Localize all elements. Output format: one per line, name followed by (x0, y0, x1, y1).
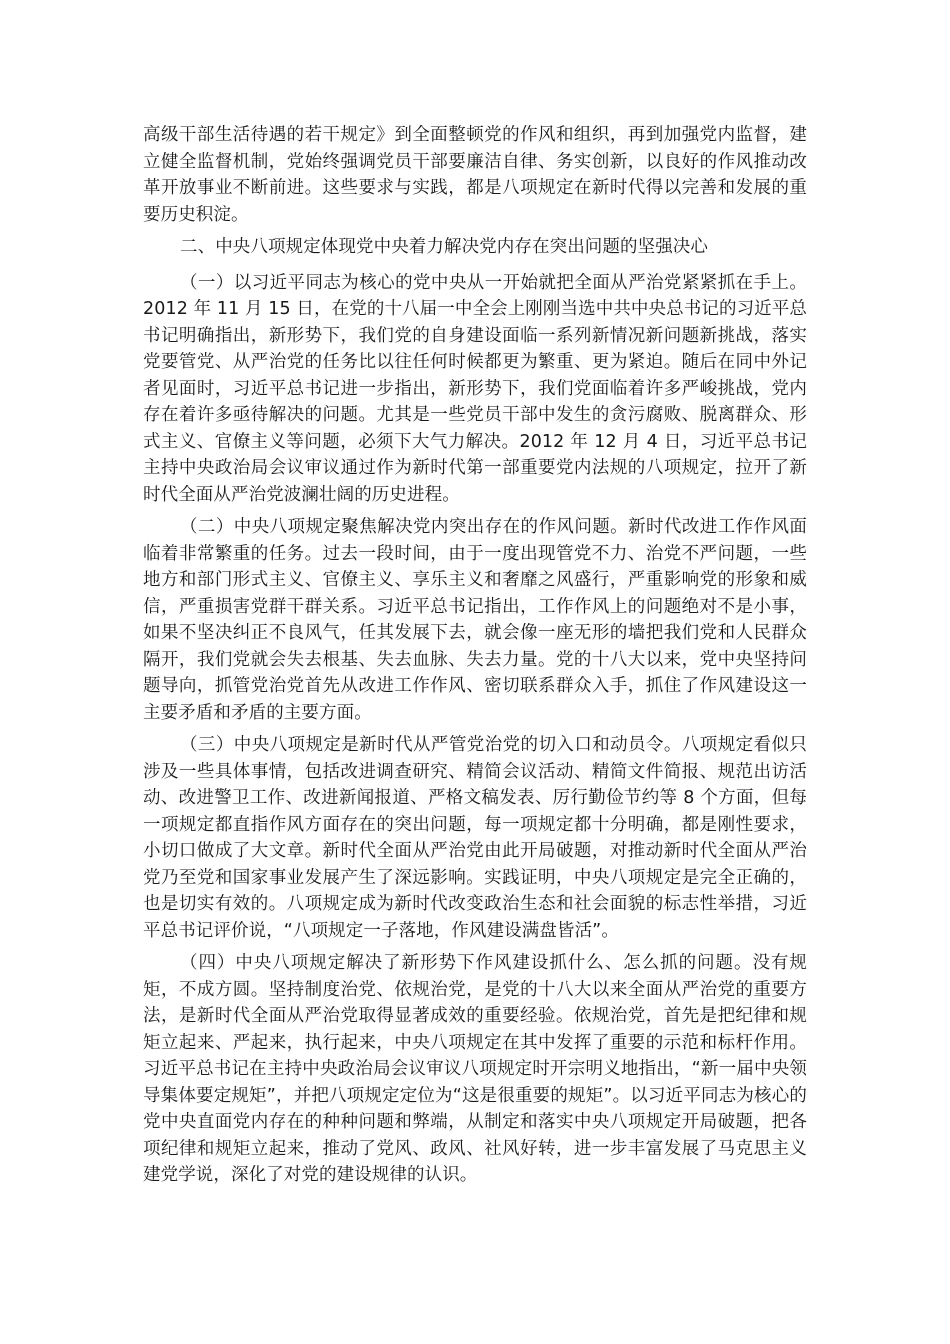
section-heading: 二、中央八项规定体现党中央着力解决党内存在突出问题的坚强决心 (180, 237, 708, 257)
intro-paragraph: 高级干部生活待遇的若干规定》到全面整顿党的作风和组织，再到加强党内监督，建立健全监督机制，党始终强调党员干部要廉洁自律、务实创新，以良好的作风推动改革开放事业不断前进。这些要求与实践，都是八项规定在新时代得以完善和发展的重要历史积淀。 (143, 125, 807, 225)
document-page (143, 122, 807, 1195)
paragraph-3: （三）中央八项规定是新时代从严管党治党的切入口和动员令。八项规定看似只涉及一些具体事情，包括改进调查研究、精简会议活动、精简文件简报、规范出访活动、改进警卫工作、改进新闻报道、严格文稿发表、厉行勤俭节约等 8 个方面，但每一项规定都直指作风方面存在的突出问题，每一项规定都十分明确，都是刚性要求，小切口做成了大文章。新时代全面从严治党由此开局破题，对推动新时代全面从严治党乃至党和国家事业发展产生了深远影响。实践证明，中央八项规定是完全正确的，也是切实有效的。八项规定成为新时代改变政治生态和社会面貌的标志性举措，习近平总书记评价说，“八项规定一子落地，作风建设满盘皆活”。 (143, 735, 807, 941)
paragraph-2: （二）中央八项规定聚焦解决党内突出存在的作风问题。新时代改进工作作风面临着非常繁重的任务。过去一段时间，由于一度出现管党不力、治党不严问题，一些地方和部门形式主义、官僚主义、享乐主义和奢靡之风盛行，严重影响党的形象和威信，严重损害党群干群关系。习近平总书记指出，工作作风上的问题绝对不是小事，如果不坚决纠正不良风气，任其发展下去，就会像一座无形的墙把我们党和人民群众隔开，我们党就会失去根基、失去血脉、失去力量。党的十八大以来，党中央坚持问题导向，抓管党治党首先从改进工作作风、密切联系群众入手，抓住了作风建设这一主要矛盾和矛盾的主要方面。 (143, 517, 807, 723)
paragraph-1: （一）以习近平同志为核心的党中央从一开始就把全面从严治党紧紧抓在手上。2012 年 11 月 15 日，在党的十八届一中全会上刚刚当选中共中央总书记的习近平总书记明确指出，新形势下，我们党的自身建设面临一系列新情况新问题新挑战，落实党要管党、从严治党的任务比以往任何时候都更为繁重、更为紧迫。随后在同中外记者见面时，习近平总书记进一步指出，新形势下，我们党面临着许多严峻挑战，党内存在着许多亟待解决的问题。尤其是一些党员干部中发生的贪污腐败、脱离群众、形式主义、官僚主义等问题，必须下大气力解决。2012 年 12 月 4 日，习近平总书记主持中央政治局会议审议通过作为新时代第一部重要党内法规的八项规定，拉开了新时代全面从严治党波澜壮阔的历史进程。 (143, 272, 807, 505)
paragraph-4: （四）中央八项规定解决了新形势下作风建设抓什么、怎么抓的问题。没有规矩，不成方圆。坚持制度治党、依规治党，是党的十八大以来全面从严治党的重要方法，是新时代全面从严治党取得显著成效的重要经验。依规治党，首先是把纪律和规矩立起来、严起来，执行起来，中央八项规定在其中发挥了重要的示范和标杆作用。习近平总书记在主持中央政治局会议审议八项规定时开宗明义地指出，“新一届中央领导集体要定规矩”，并把八项规定定位为“这是很重要的规矩”。以习近平同志为核心的党中央直面党内存在的种种问题和弊端，从制定和落实中央八项规定开局破题，把各项纪律和规矩立起来，推动了党风、政风、社风好转，进一步丰富发展了马克思主义建党学说，深化了对党的建设规律的认识。 (143, 953, 807, 1185)
